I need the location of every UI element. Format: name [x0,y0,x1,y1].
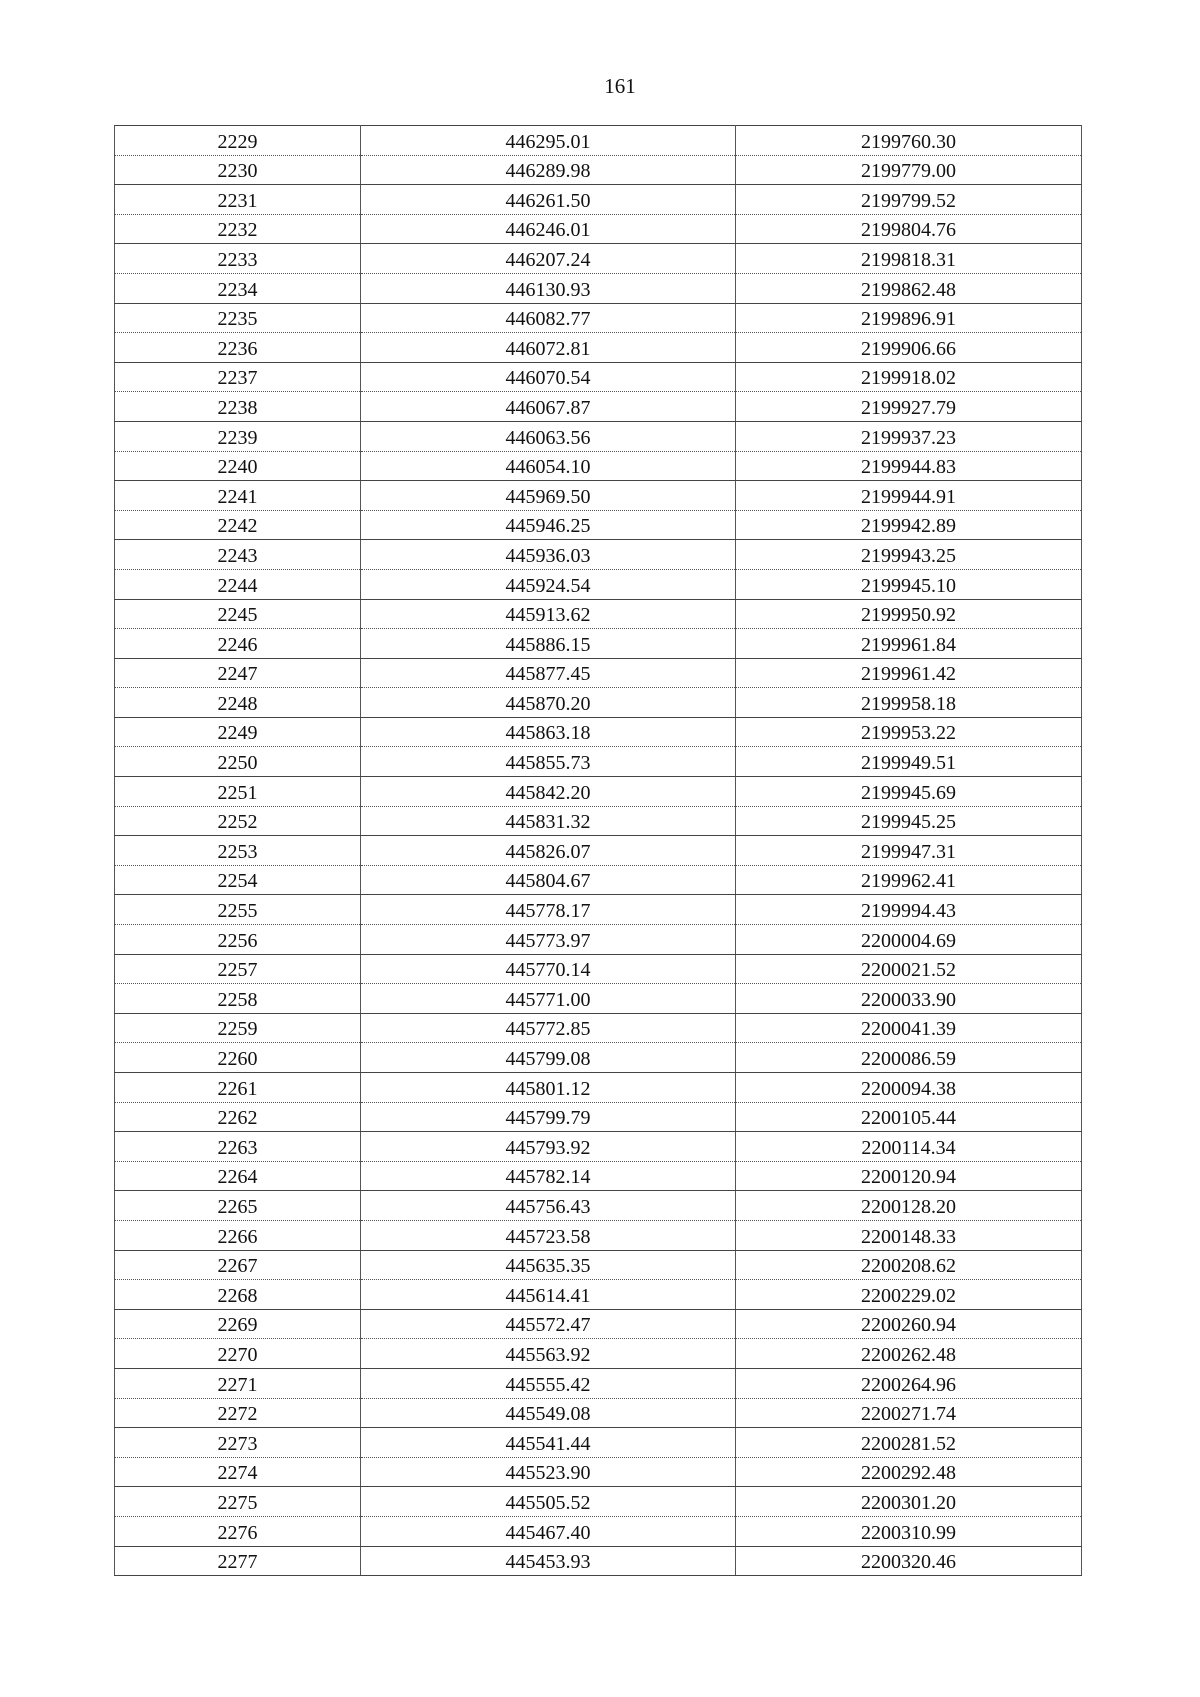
x-coordinate-cell: 446063.56 [361,421,736,451]
table-row [115,303,1082,333]
point-number-cell: 2241 [115,481,361,511]
y-coordinate-cell: 2199862.48 [736,273,1082,303]
y-coordinate-cell: 2199947.31 [736,836,1082,866]
point-number-cell: 2253 [115,836,361,866]
y-coordinate-cell: 2200271.74 [736,1398,1082,1428]
x-coordinate-cell: 445770.14 [361,954,736,984]
point-number-cell: 2252 [115,806,361,836]
table-row [115,185,1082,215]
point-number-cell: 2263 [115,1132,361,1162]
table-row [115,569,1082,599]
point-number-cell: 2275 [115,1487,361,1517]
point-number-cell: 2276 [115,1516,361,1546]
y-coordinate-cell: 2199943.25 [736,540,1082,570]
point-number-cell: 2240 [115,451,361,481]
point-number-cell: 2267 [115,1250,361,1280]
x-coordinate-cell: 446054.10 [361,451,736,481]
table-row [115,1191,1082,1221]
x-coordinate-cell: 445614.41 [361,1280,736,1310]
y-coordinate-cell: 2199945.25 [736,806,1082,836]
y-coordinate-cell: 2199937.23 [736,421,1082,451]
point-number-cell: 2265 [115,1191,361,1221]
table-row [115,273,1082,303]
point-number-cell: 2269 [115,1309,361,1339]
table-row [115,984,1082,1014]
y-coordinate-cell: 2199945.10 [736,569,1082,599]
point-number-cell: 2250 [115,747,361,777]
y-coordinate-cell: 2200120.94 [736,1161,1082,1191]
y-coordinate-cell: 2200086.59 [736,1043,1082,1073]
point-number-cell: 2273 [115,1428,361,1458]
point-number-cell: 2257 [115,954,361,984]
point-number-cell: 2264 [115,1161,361,1191]
y-coordinate-cell: 2200021.52 [736,954,1082,984]
y-coordinate-cell: 2200114.34 [736,1132,1082,1162]
y-coordinate-cell: 2199962.41 [736,865,1082,895]
point-number-cell: 2230 [115,155,361,185]
x-coordinate-cell: 445771.00 [361,984,736,1014]
point-number-cell: 2231 [115,185,361,215]
point-number-cell: 2249 [115,717,361,747]
y-coordinate-cell: 2200260.94 [736,1309,1082,1339]
point-number-cell: 2239 [115,421,361,451]
point-number-cell: 2271 [115,1368,361,1398]
table-row [115,1250,1082,1280]
y-coordinate-cell: 2200094.38 [736,1073,1082,1103]
y-coordinate-cell: 2200301.20 [736,1487,1082,1517]
table-row [115,510,1082,540]
x-coordinate-cell: 446246.01 [361,214,736,244]
point-number-cell: 2237 [115,362,361,392]
table-row [115,1309,1082,1339]
x-coordinate-cell: 445913.62 [361,599,736,629]
x-coordinate-cell: 445453.93 [361,1546,736,1576]
y-coordinate-cell: 2200281.52 [736,1428,1082,1458]
table-row [115,421,1082,451]
x-coordinate-cell: 445946.25 [361,510,736,540]
y-coordinate-cell: 2199896.91 [736,303,1082,333]
point-number-cell: 2266 [115,1220,361,1250]
x-coordinate-cell: 445855.73 [361,747,736,777]
table-row [115,244,1082,274]
table-row [115,1546,1082,1576]
x-coordinate-cell: 445467.40 [361,1516,736,1546]
point-number-cell: 2238 [115,392,361,422]
point-number-cell: 2242 [115,510,361,540]
y-coordinate-cell: 2200292.48 [736,1457,1082,1487]
y-coordinate-cell: 2199950.92 [736,599,1082,629]
y-coordinate-cell: 2200320.46 [736,1546,1082,1576]
x-coordinate-cell: 445877.45 [361,658,736,688]
table-row [115,155,1082,185]
point-number-cell: 2274 [115,1457,361,1487]
point-number-cell: 2245 [115,599,361,629]
table-row [115,1013,1082,1043]
table-row [115,954,1082,984]
table-row [115,777,1082,807]
point-number-cell: 2248 [115,688,361,718]
point-number-cell: 2277 [115,1546,361,1576]
table-row [115,895,1082,925]
y-coordinate-cell: 2200004.69 [736,925,1082,955]
table-row [115,1102,1082,1132]
x-coordinate-cell: 445886.15 [361,629,736,659]
y-coordinate-cell: 2199818.31 [736,244,1082,274]
x-coordinate-cell: 445773.97 [361,925,736,955]
y-coordinate-cell: 2199961.42 [736,658,1082,688]
point-number-cell: 2268 [115,1280,361,1310]
table-row [115,481,1082,511]
table-row [115,540,1082,570]
y-coordinate-cell: 2199804.76 [736,214,1082,244]
x-coordinate-cell: 445831.32 [361,806,736,836]
table-row [115,1220,1082,1250]
x-coordinate-cell: 445801.12 [361,1073,736,1103]
table-row [115,1457,1082,1487]
x-coordinate-cell: 445793.92 [361,1132,736,1162]
x-coordinate-cell: 445723.58 [361,1220,736,1250]
y-coordinate-cell: 2199961.84 [736,629,1082,659]
table-row [115,214,1082,244]
table-row [115,658,1082,688]
table-row [115,1161,1082,1191]
x-coordinate-cell: 445756.43 [361,1191,736,1221]
point-number-cell: 2234 [115,273,361,303]
point-number-cell: 2229 [115,126,361,156]
x-coordinate-cell: 446295.01 [361,126,736,156]
table-row [115,1516,1082,1546]
point-number-cell: 2251 [115,777,361,807]
point-number-cell: 2247 [115,658,361,688]
point-number-cell: 2244 [115,569,361,599]
table-row [115,629,1082,659]
x-coordinate-cell: 445772.85 [361,1013,736,1043]
table-row [115,362,1082,392]
x-coordinate-cell: 445870.20 [361,688,736,718]
y-coordinate-cell: 2200128.20 [736,1191,1082,1221]
y-coordinate-cell: 2199906.66 [736,333,1082,363]
x-coordinate-cell: 445804.67 [361,865,736,895]
x-coordinate-cell: 446130.93 [361,273,736,303]
x-coordinate-cell: 445924.54 [361,569,736,599]
x-coordinate-cell: 445842.20 [361,777,736,807]
point-number-cell: 2272 [115,1398,361,1428]
table-row [115,717,1082,747]
table-row [115,1339,1082,1369]
x-coordinate-cell: 445523.90 [361,1457,736,1487]
x-coordinate-cell: 446082.77 [361,303,736,333]
table-row [115,925,1082,955]
y-coordinate-cell: 2199944.83 [736,451,1082,481]
x-coordinate-cell: 445782.14 [361,1161,736,1191]
x-coordinate-cell: 445563.92 [361,1339,736,1369]
table-row [115,1280,1082,1310]
y-coordinate-cell: 2200310.99 [736,1516,1082,1546]
y-coordinate-cell: 2200033.90 [736,984,1082,1014]
y-coordinate-cell: 2200264.96 [736,1368,1082,1398]
x-coordinate-cell: 445505.52 [361,1487,736,1517]
point-number-cell: 2255 [115,895,361,925]
table-row [115,1428,1082,1458]
x-coordinate-cell: 445555.42 [361,1368,736,1398]
y-coordinate-cell: 2200208.62 [736,1250,1082,1280]
y-coordinate-cell: 2200041.39 [736,1013,1082,1043]
y-coordinate-cell: 2199927.79 [736,392,1082,422]
x-coordinate-cell: 445778.17 [361,895,736,925]
y-coordinate-cell: 2200148.33 [736,1220,1082,1250]
y-coordinate-cell: 2200262.48 [736,1339,1082,1369]
table-row [115,806,1082,836]
x-coordinate-cell: 446289.98 [361,155,736,185]
x-coordinate-cell: 446072.81 [361,333,736,363]
y-coordinate-cell: 2200229.02 [736,1280,1082,1310]
y-coordinate-cell: 2199945.69 [736,777,1082,807]
y-coordinate-cell: 2199994.43 [736,895,1082,925]
table-row [115,1073,1082,1103]
x-coordinate-cell: 446261.50 [361,185,736,215]
x-coordinate-cell: 445863.18 [361,717,736,747]
y-coordinate-cell: 2199944.91 [736,481,1082,511]
y-coordinate-cell: 2199918.02 [736,362,1082,392]
point-number-cell: 2261 [115,1073,361,1103]
point-number-cell: 2246 [115,629,361,659]
table-row [115,126,1082,156]
point-number-cell: 2233 [115,244,361,274]
table-row [115,836,1082,866]
x-coordinate-cell: 445799.79 [361,1102,736,1132]
table-row [115,392,1082,422]
y-coordinate-cell: 2199760.30 [736,126,1082,156]
x-coordinate-cell: 446067.87 [361,392,736,422]
x-coordinate-cell: 445572.47 [361,1309,736,1339]
y-coordinate-cell: 2199949.51 [736,747,1082,777]
y-coordinate-cell: 2199942.89 [736,510,1082,540]
y-coordinate-cell: 2199779.00 [736,155,1082,185]
table-row [115,1132,1082,1162]
y-coordinate-cell: 2200105.44 [736,1102,1082,1132]
table-row [115,451,1082,481]
x-coordinate-cell: 445826.07 [361,836,736,866]
table-row [115,1398,1082,1428]
x-coordinate-cell: 445799.08 [361,1043,736,1073]
point-number-cell: 2243 [115,540,361,570]
point-number-cell: 2259 [115,1013,361,1043]
x-coordinate-cell: 445936.03 [361,540,736,570]
x-coordinate-cell: 445969.50 [361,481,736,511]
point-number-cell: 2262 [115,1102,361,1132]
point-number-cell: 2270 [115,1339,361,1369]
point-number-cell: 2236 [115,333,361,363]
x-coordinate-cell: 445635.35 [361,1250,736,1280]
x-coordinate-cell: 446070.54 [361,362,736,392]
x-coordinate-cell: 445549.08 [361,1398,736,1428]
table-row [115,747,1082,777]
y-coordinate-cell: 2199799.52 [736,185,1082,215]
table-row [115,599,1082,629]
coordinates-table-body [115,126,1082,1576]
y-coordinate-cell: 2199958.18 [736,688,1082,718]
point-number-cell: 2260 [115,1043,361,1073]
y-coordinate-cell: 2199953.22 [736,717,1082,747]
point-number-cell: 2258 [115,984,361,1014]
x-coordinate-cell: 446207.24 [361,244,736,274]
page-number: 161 [604,74,636,98]
point-number-cell: 2254 [115,865,361,895]
table-row [115,1043,1082,1073]
point-number-cell: 2256 [115,925,361,955]
point-number-cell: 2232 [115,214,361,244]
table-row [115,1487,1082,1517]
coordinates-table [114,125,1082,1576]
table-row [115,333,1082,363]
point-number-cell: 2235 [115,303,361,333]
x-coordinate-cell: 445541.44 [361,1428,736,1458]
table-row [115,688,1082,718]
table-row [115,865,1082,895]
table-row [115,1368,1082,1398]
